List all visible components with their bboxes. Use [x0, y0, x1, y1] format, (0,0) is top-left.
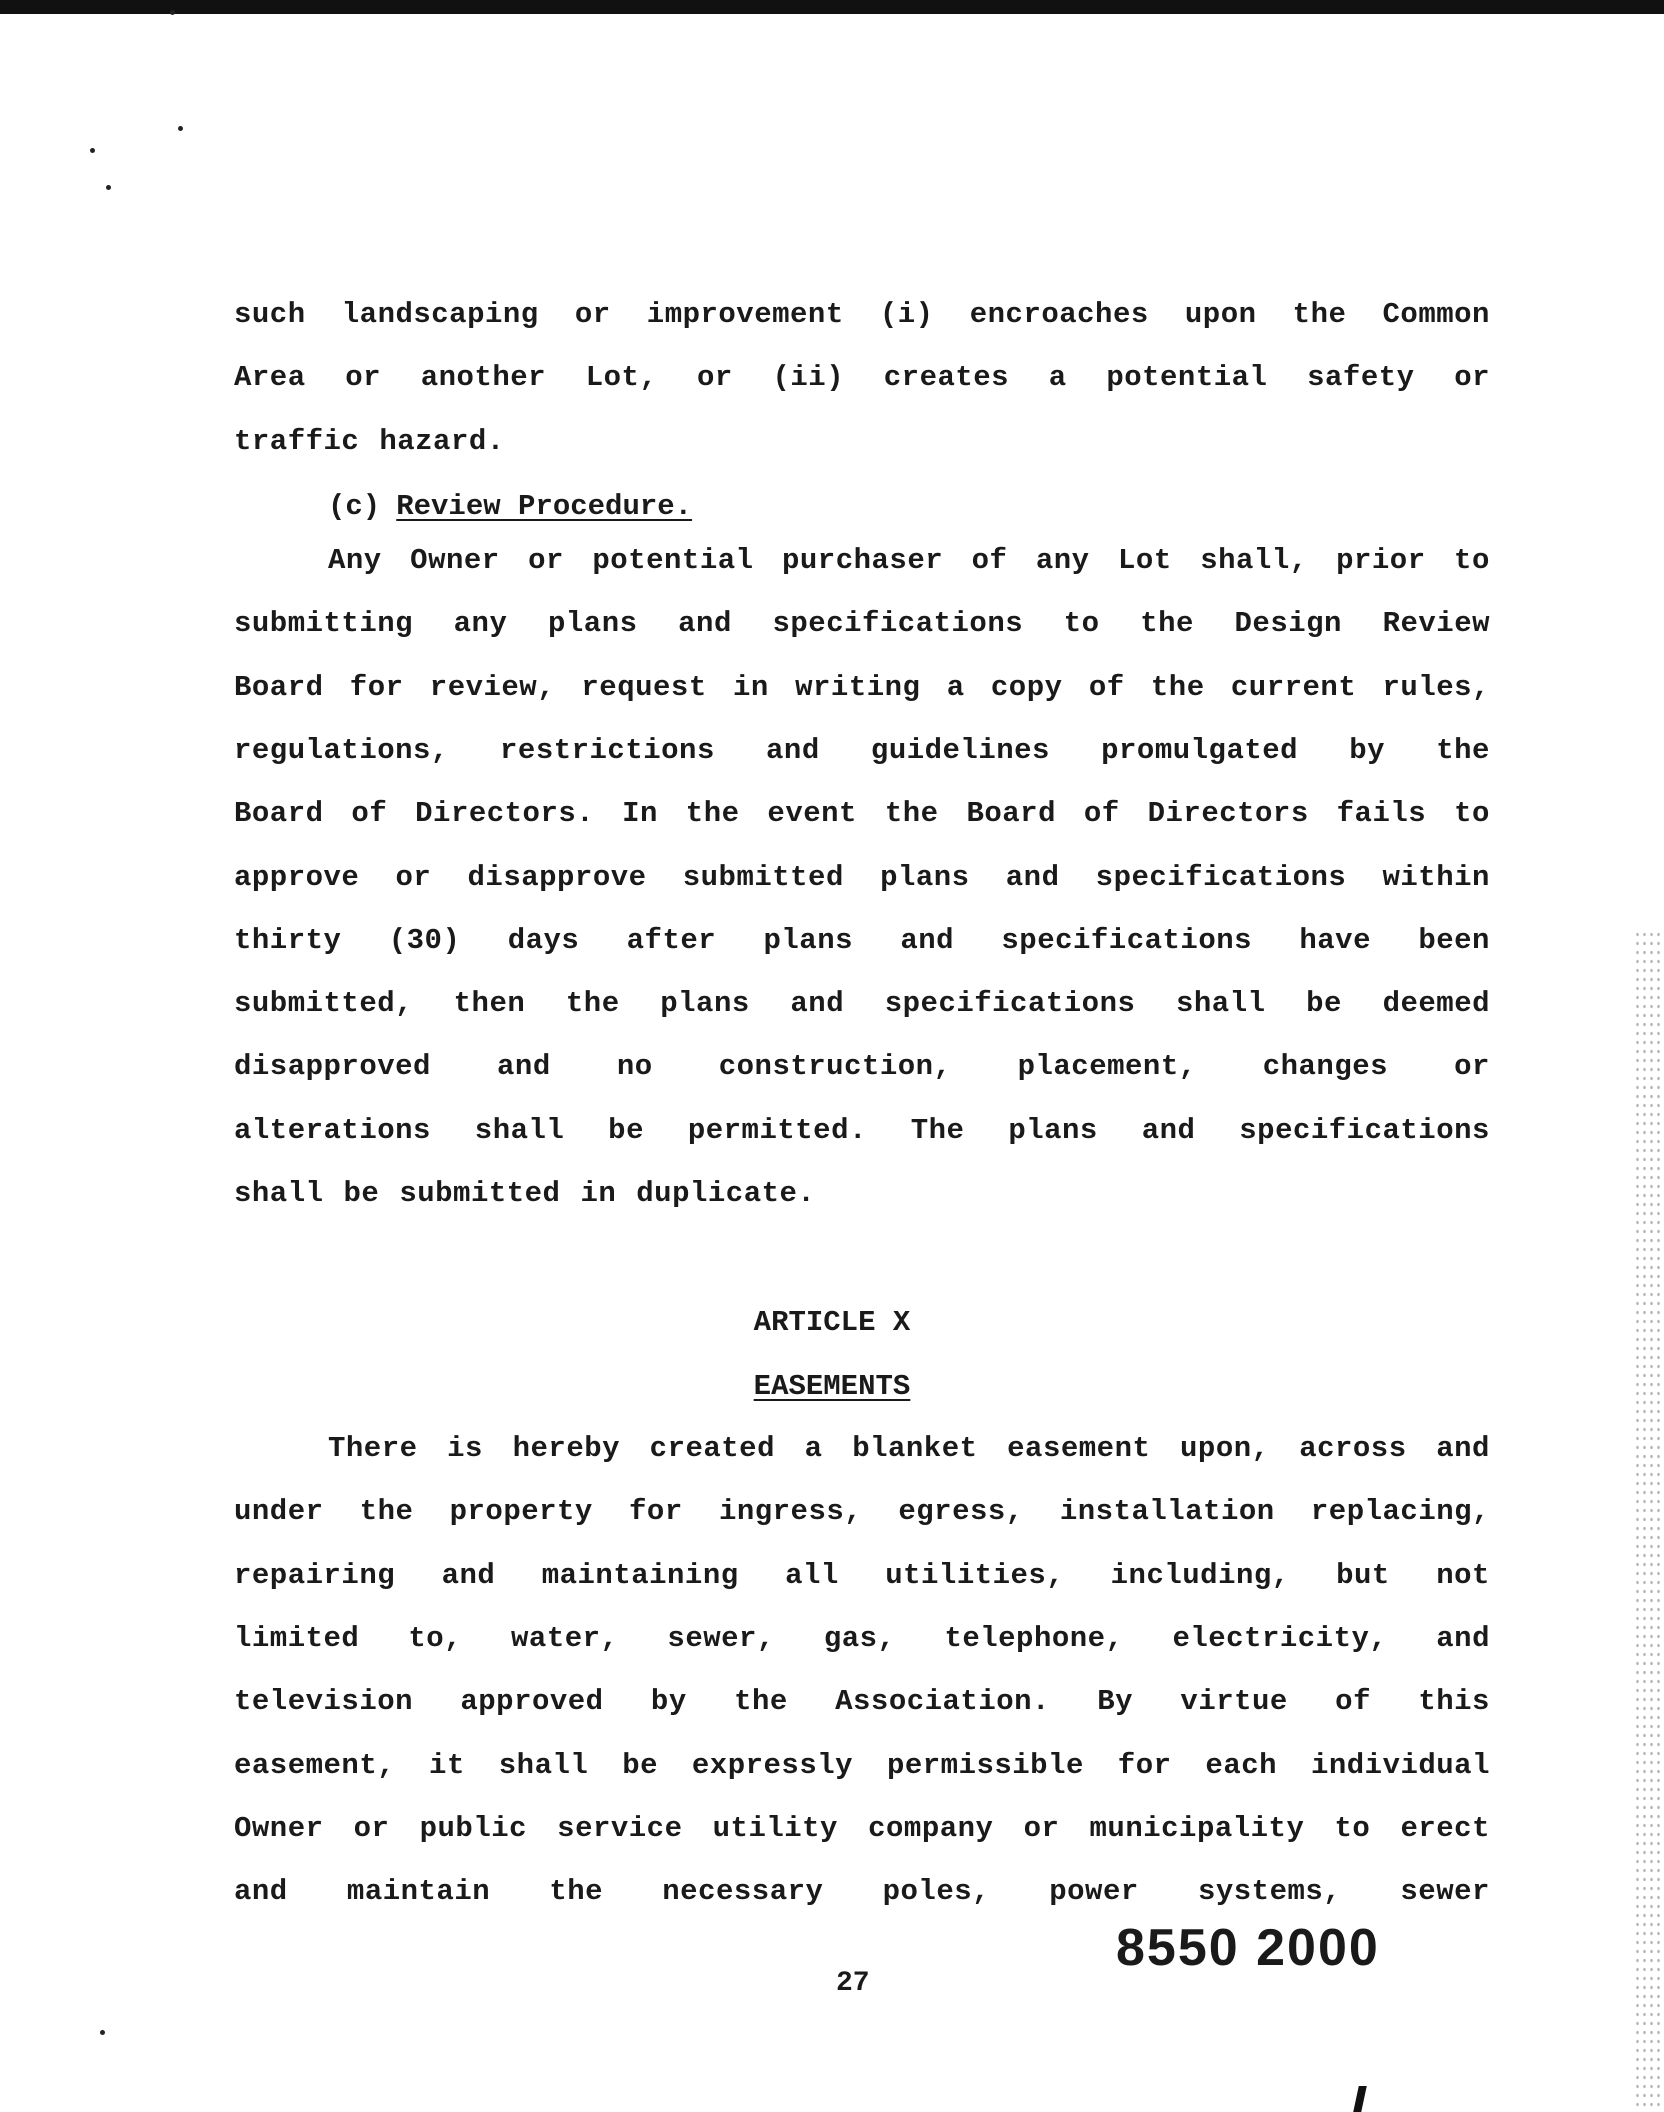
text-line	[234, 1812, 1490, 1845]
word: plans	[1008, 1114, 1098, 1147]
word: and	[234, 1875, 288, 1908]
word: Directors	[1147, 797, 1309, 830]
word: submitting	[234, 607, 414, 640]
text-line	[234, 1495, 1490, 1528]
page-number: 27	[836, 1968, 870, 1999]
article-title: EASEMENTS	[753, 1370, 911, 1403]
document-control-number: 8550 2000	[1116, 1919, 1380, 1977]
word: to	[1334, 1812, 1371, 1845]
word: created	[649, 1432, 775, 1465]
word: electricity,	[1172, 1622, 1388, 1655]
word: company	[868, 1812, 994, 1845]
word: improvement	[646, 298, 844, 331]
word: any	[453, 607, 508, 640]
word: erect	[1400, 1812, 1490, 1845]
word: plans	[763, 924, 854, 957]
word: and	[678, 607, 732, 640]
word: approved	[460, 1685, 604, 1718]
word: the	[685, 797, 740, 830]
word: this	[1418, 1685, 1490, 1718]
word: or	[697, 361, 733, 394]
word: and	[497, 1050, 551, 1083]
word: plans	[880, 861, 970, 894]
word: the	[1140, 607, 1194, 640]
word: of	[971, 544, 1008, 577]
word: installation	[1059, 1495, 1275, 1528]
word: such	[234, 298, 306, 331]
word: the	[565, 987, 620, 1020]
scan-speck	[90, 148, 95, 153]
word: upon	[1184, 298, 1257, 331]
text-line	[234, 298, 1490, 331]
text-line	[234, 361, 1490, 394]
word: Board	[234, 797, 324, 830]
word: Directors.	[415, 797, 595, 830]
word: including,	[1110, 1559, 1290, 1592]
word: the	[1436, 734, 1490, 767]
word: be	[608, 1114, 644, 1147]
word: disapproved	[234, 1050, 431, 1083]
word: placement,	[1017, 1050, 1197, 1083]
article-heading	[0, 1306, 1664, 1339]
word: municipality	[1089, 1812, 1305, 1845]
word: and	[1436, 1622, 1490, 1655]
word: Board	[234, 671, 324, 704]
scan-speck	[100, 2030, 105, 2035]
word: and	[441, 1559, 496, 1592]
word: alterations	[234, 1114, 431, 1147]
word: Area	[234, 361, 306, 394]
word: any	[1035, 544, 1090, 577]
word: Design	[1234, 607, 1342, 640]
word: for	[1117, 1749, 1172, 1782]
word: and	[1141, 1114, 1196, 1147]
word: Common	[1382, 298, 1490, 331]
word: permitted.	[687, 1114, 867, 1147]
word: Association.	[835, 1685, 1050, 1718]
word: for	[629, 1495, 683, 1528]
word: it	[429, 1749, 465, 1782]
word: Lot,	[585, 361, 658, 394]
word: promulgated	[1101, 734, 1299, 767]
text-line	[234, 1559, 1490, 1592]
word: have	[1299, 924, 1371, 957]
word: across	[1299, 1432, 1407, 1465]
word: landscaping	[341, 298, 539, 331]
word: copy	[990, 671, 1063, 704]
word: power	[1049, 1875, 1139, 1908]
word: safety	[1307, 361, 1415, 394]
word: poles,	[882, 1875, 991, 1908]
word: egress,	[898, 1495, 1024, 1528]
word: to	[1454, 544, 1490, 577]
word: review,	[429, 671, 556, 704]
word: fails	[1336, 797, 1427, 830]
word: within	[1382, 861, 1490, 894]
word: the	[734, 1685, 788, 1718]
word: construction,	[718, 1050, 952, 1083]
text-line	[234, 1749, 1490, 1782]
word: purchaser	[782, 544, 944, 577]
word: upon,	[1180, 1432, 1270, 1465]
word: sewer	[1400, 1875, 1490, 1908]
word: and	[900, 924, 955, 957]
word: or	[1454, 1050, 1490, 1083]
word: by	[650, 1685, 687, 1718]
word: of	[1083, 797, 1120, 830]
word: deemed	[1382, 987, 1490, 1020]
word: no	[616, 1050, 653, 1083]
word: submitted	[682, 861, 844, 894]
word: to,	[408, 1622, 463, 1655]
word: be	[1306, 987, 1342, 1020]
word: systems,	[1197, 1875, 1342, 1908]
text-line	[234, 1114, 1490, 1147]
word: There	[328, 1432, 418, 1465]
word: sewer,	[667, 1622, 775, 1655]
word: maintaining	[541, 1559, 739, 1592]
scan-edge-noise	[1634, 930, 1660, 2110]
word: thirty	[234, 924, 342, 957]
text-line	[234, 425, 1490, 458]
article-title-row	[0, 1370, 1664, 1403]
word: In	[622, 797, 658, 830]
word: Lot	[1118, 544, 1172, 577]
word: specifications	[1095, 861, 1347, 894]
word: easement	[1007, 1432, 1151, 1465]
word: days	[507, 924, 580, 957]
word: to	[1454, 797, 1490, 830]
word: changes	[1262, 1050, 1389, 1083]
word: another	[420, 361, 547, 394]
word: approve	[234, 861, 360, 894]
word: or	[353, 1812, 390, 1845]
word: (ii)	[772, 361, 845, 394]
text-line	[234, 1875, 1490, 1908]
word: limited	[234, 1622, 360, 1655]
word: repairing	[234, 1559, 396, 1592]
word: all	[785, 1559, 839, 1592]
article-number: ARTICLE X	[753, 1306, 911, 1339]
word: or	[528, 544, 564, 577]
word: Any	[328, 544, 382, 577]
text-line	[234, 924, 1490, 957]
text-line	[234, 1622, 1490, 1655]
word: necessary	[662, 1875, 824, 1908]
word: specifications	[1239, 1114, 1490, 1147]
word: or	[345, 361, 382, 394]
word: in	[733, 671, 769, 704]
word: specifications	[884, 987, 1136, 1020]
word: to	[1063, 607, 1100, 640]
text-line	[328, 544, 1490, 577]
word: or	[395, 861, 432, 894]
word: utilities,	[885, 1559, 1065, 1592]
word: plans	[660, 987, 750, 1020]
word: by	[1349, 734, 1386, 767]
word: maintain	[346, 1875, 491, 1908]
text-line	[234, 671, 1490, 704]
word: potential	[592, 544, 754, 577]
word: shall,	[1200, 544, 1308, 577]
scan-speck	[178, 126, 183, 131]
word: encroaches	[969, 298, 1149, 331]
word: shall	[474, 1114, 565, 1147]
word: public	[419, 1812, 528, 1845]
word: property	[449, 1495, 593, 1528]
word: but	[1336, 1559, 1390, 1592]
word: virtue	[1180, 1685, 1288, 1718]
word: and	[790, 987, 845, 1020]
word: of	[1088, 671, 1125, 704]
word: service	[557, 1812, 683, 1845]
word: Review	[1382, 607, 1490, 640]
word: utility	[712, 1812, 838, 1845]
word: not	[1436, 1559, 1490, 1592]
word: regulations,	[234, 734, 449, 767]
word: shall	[234, 1177, 324, 1210]
word: be	[343, 1177, 380, 1210]
word: the	[884, 797, 939, 830]
word: shall	[1176, 987, 1266, 1020]
word: writing	[795, 671, 921, 704]
word: blanket	[852, 1432, 978, 1465]
text-line	[234, 607, 1490, 640]
text-line	[234, 861, 1490, 894]
word: of	[1335, 1685, 1371, 1718]
word: a	[804, 1432, 823, 1465]
word: Owner	[410, 544, 500, 577]
word: submitted	[399, 1177, 561, 1210]
word: the	[549, 1875, 604, 1908]
word: Owner	[234, 1812, 324, 1845]
word: guidelines	[870, 734, 1050, 767]
word: creates	[883, 361, 1010, 394]
word: (i)	[879, 298, 934, 331]
word: prior	[1336, 544, 1426, 577]
word: water,	[511, 1622, 619, 1655]
word: replacing,	[1310, 1495, 1490, 1528]
word: permissible	[886, 1749, 1084, 1782]
word: rules,	[1382, 671, 1490, 704]
word: shall	[498, 1749, 589, 1782]
word: of	[351, 797, 388, 830]
word: hazard.	[379, 425, 505, 458]
word: a	[946, 671, 965, 704]
word: The	[910, 1114, 965, 1147]
word: then	[453, 987, 526, 1020]
word: ingress,	[718, 1495, 863, 1528]
word: specifications	[772, 607, 1024, 640]
word: individual	[1310, 1749, 1490, 1782]
section-title: Review Procedure.	[396, 490, 693, 523]
word: and	[766, 734, 820, 767]
text-line	[234, 1177, 1490, 1210]
word: plans	[548, 607, 638, 640]
word: and	[1005, 861, 1060, 894]
word: telephone,	[944, 1622, 1124, 1655]
word: expressly	[691, 1749, 854, 1782]
word: the	[1150, 671, 1205, 704]
word: for	[349, 671, 404, 704]
word: potential	[1106, 361, 1268, 394]
word: and	[1436, 1432, 1490, 1465]
word: specifications	[1001, 924, 1253, 957]
word: under	[234, 1495, 324, 1528]
word: the	[359, 1495, 414, 1528]
scan-speck	[106, 185, 111, 190]
text-line	[234, 734, 1490, 767]
word: or	[574, 298, 611, 331]
word: in	[580, 1177, 617, 1210]
text-line	[234, 1050, 1490, 1083]
word: restrictions	[500, 734, 715, 767]
text-line	[234, 987, 1490, 1020]
word: hereby	[512, 1432, 621, 1465]
text-line	[234, 797, 1490, 830]
word: submitted,	[234, 987, 414, 1020]
word: been	[1418, 924, 1490, 957]
word: gas,	[823, 1622, 896, 1655]
section-heading-review-procedure	[328, 490, 692, 523]
word: television	[234, 1685, 414, 1718]
word: (30)	[388, 924, 461, 957]
word: is	[447, 1432, 483, 1465]
word: easement,	[234, 1749, 396, 1782]
text-line	[234, 1685, 1490, 1718]
word: event	[767, 797, 857, 830]
text-line	[328, 1432, 1490, 1465]
word: be	[622, 1749, 658, 1782]
word: a	[1048, 361, 1067, 394]
word: or	[1023, 1812, 1060, 1845]
word: disapprove	[467, 861, 647, 894]
word: or	[1454, 361, 1490, 394]
word: each	[1205, 1749, 1278, 1782]
word: traffic	[234, 425, 360, 458]
word: after	[626, 924, 717, 957]
word: Board	[966, 797, 1056, 830]
word: By	[1097, 1685, 1134, 1718]
scan-speck	[170, 10, 175, 15]
section-number: (c)	[328, 490, 381, 523]
word: the	[1292, 298, 1347, 331]
word: current	[1230, 671, 1357, 704]
word: duplicate.	[636, 1177, 816, 1210]
word: request	[581, 671, 707, 704]
